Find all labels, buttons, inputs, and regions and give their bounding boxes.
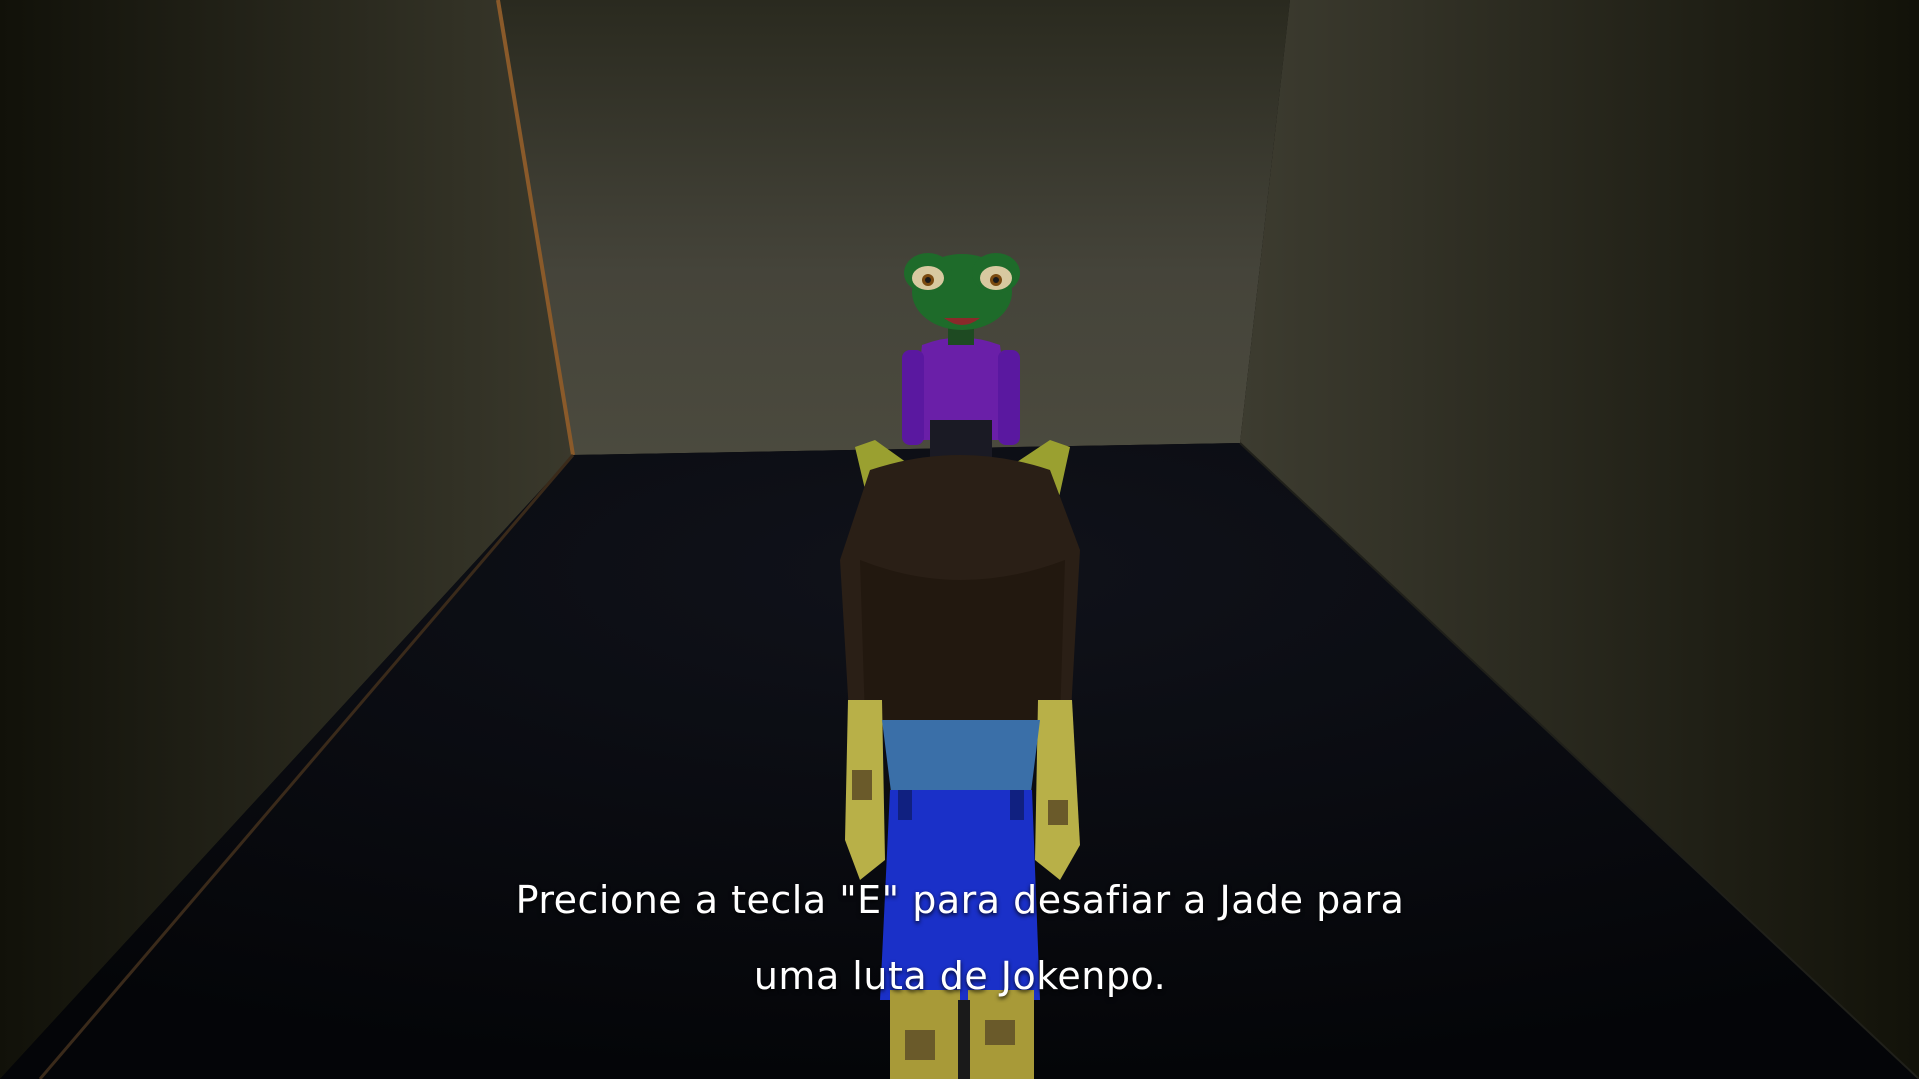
- interaction-prompt-line-2: uma luta de Jokenpo.: [753, 954, 1167, 998]
- back-wall: [500, 0, 1290, 455]
- interaction-prompt-line-1: Precione a tecla "E" para desafiar a Jade para: [515, 878, 1405, 922]
- npc-jade: [902, 253, 1020, 460]
